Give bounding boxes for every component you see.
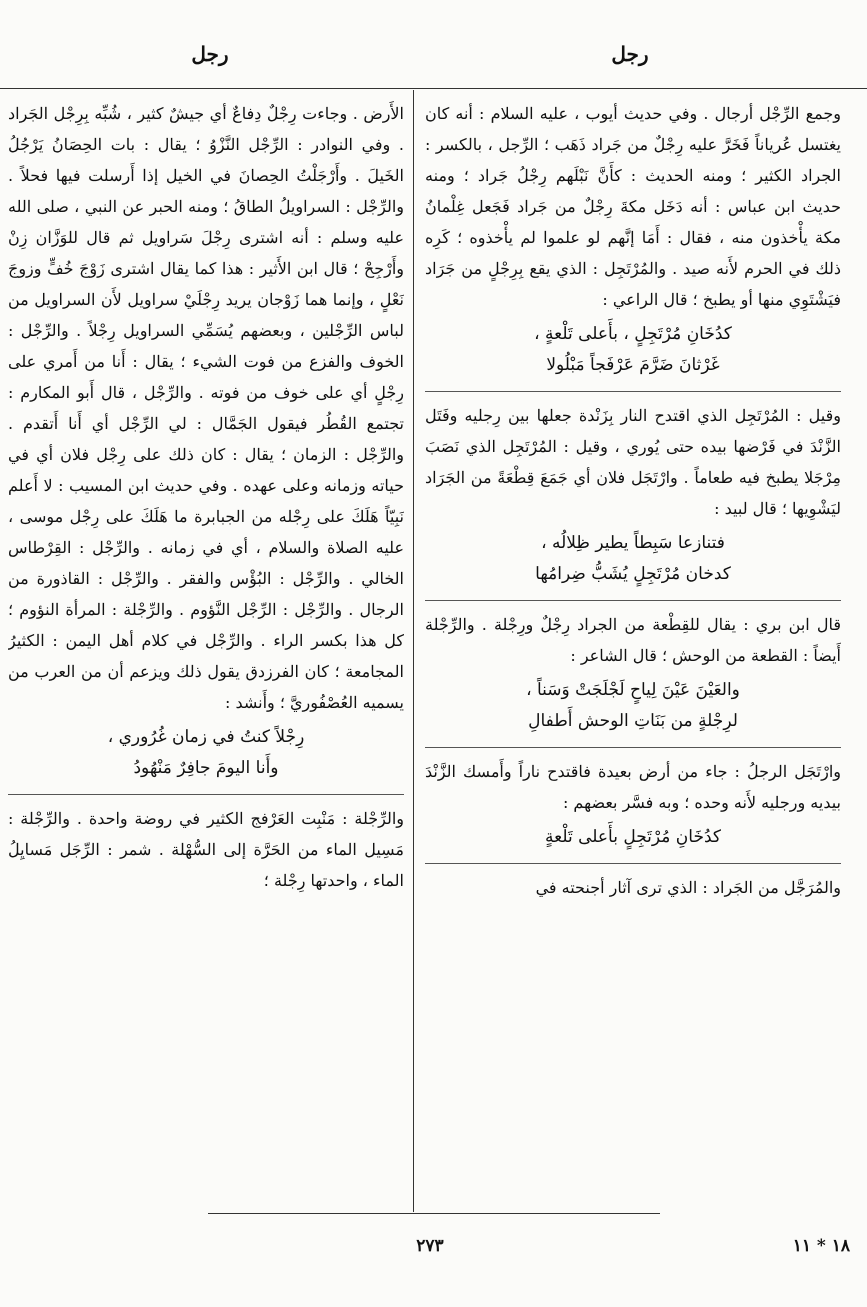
header-rule xyxy=(0,88,867,89)
right-verse-2-line-2: كدخان مُرْتَجِلٍ يُشَبُّ ضِرامُها xyxy=(535,564,731,584)
page-number: ٢٧٣ xyxy=(416,1236,444,1256)
right-paragraph-3: قال ابن بري : يقال للقِطْعة من الجراد رِجْلٌ ورِجْلة . والرِّجْلة أَيضاً : القطعة من الوحش ؛ قال الشاعر : xyxy=(425,615,841,665)
page-footer xyxy=(0,1236,867,1266)
right-verse-4-line-1: كدُخَانِ مُرْتَجِلٍ بأَعلى تَلْعةٍ xyxy=(545,827,721,847)
left-verse-1-line-2: وأَنا اليومَ جافِرٌ مَنْهُودُ xyxy=(133,758,279,778)
right-verse-1-line-2: غَرْثانَ ضَرَّمَ عَرْفَجاً مَبْلُولا xyxy=(546,355,720,375)
right-verse-2 xyxy=(425,528,841,601)
right-verse-2-line-1: فتنازعا سَبِطاً يطير ظِلالُه ، xyxy=(541,533,725,553)
page-header xyxy=(0,42,867,76)
right-verse-1 xyxy=(425,319,841,392)
right-verse-1-line-1: كدُخَانِ مُرْتَجِلٍ ، بأَعلى تَلْعةٍ ، xyxy=(534,324,732,344)
right-paragraph-4: وارْتَجَل الرجلُ : جاء من أرض بعيدة فاقتدح ناراً وأَمسك الزَّنْدَ بيديه ورجليه لأَنه وحده ؛ وبه فسَّر بعضهم : xyxy=(425,762,841,812)
right-column xyxy=(425,98,841,1210)
right-paragraph-5: والمُرَجَّل من الجَراد : الذي ترى آثار أجنحته في xyxy=(535,878,841,897)
right-verse-3-line-2: لرِجْلةٍ من بَنَاتِ الوحش أَطفالِ xyxy=(528,711,738,731)
right-paragraph-1: وجمع الرِّجْل أرجال . وفي حديث أيوب ، عليه السلام : أنه كان يغتسل عُرياناً فَخَرَّ عليه رِجْلٌ من جَراد ذَهَب ؛ الرِّجل ، بالكسر : الجراد الكثير ؛ ومنه الحديث : كأَنَّ نَبْلَهم رِجْلُ جَراد ؛ ومنه حديث ابن عباس : أنه دَخَل مكةَ رِجْلٌ من جَراد فَجَعل غِلْمانُ مكة يأْخذون منه ، فقال : أَمَا إنَّهم لو علموا لم يأْخذوه ؛ كَرِه ذلك في الحرم لأَنه صيد . والمُرْتَجِل : الذي يقع بِرِجْلٍ من جَرَاد فيَشْتَوِي منها أو يطبخ ؛ قال الراعي : xyxy=(425,104,841,309)
left-verse-1-line-1: رِجْلاً كنتُ في زمان غُرُوري ، xyxy=(107,727,305,747)
right-verse-4 xyxy=(425,822,841,864)
column-divider xyxy=(413,90,414,1212)
header-keyword-right: رجل xyxy=(611,42,649,66)
signature-mark: ١٨ * ١١ xyxy=(792,1236,850,1256)
right-verse-3-line-1: والعَيْنَ عَيْنَ لِياحٍ لَجْلَجَتْ وَسَناً ، xyxy=(526,680,740,700)
right-verse-3 xyxy=(425,675,841,748)
right-paragraph-2: وقيل : المُرْتَجِل الذي اقتدح النار بِزَنْدة جعلها بين رِجليه وفَتَل الزَّنْدَ في فَرْضها بيده حتى يُوري ، وقيل : المُرْتَجِل الذي نَصَبَ مِرْجَلا يطبخ فيه طعاماً . وارْتَجَل فلان أي جَمَعَ قِطْعَةً من الجَرَاد ليَشْوِيها ؛ قال لبيد : xyxy=(425,406,841,518)
left-paragraph-2: والرِّجْلة : مَنْبِت العَرْفج الكثير في روضة واحدة . والرِّجْلة : مَسِيل الماء من الحَرَّة إلى السُّهْلة . شمر : الرِّجَل مَسايِلُ الماء ، واحدتها رِجْلة ؛ xyxy=(8,809,404,890)
left-verse-1 xyxy=(8,722,404,795)
left-paragraph-1: الأَرض . وجاءت رِجْلٌ دِفاعٌ أي جيشٌ كثير ، شُبِّه بِرِجْل الجَراد . وفي النوادر : الرِّجْل النَّزْوُ ؛ يقال : بات الحِصَانُ يَرْجُلُ الخَيلَ . وأَرْجَلْتُ الحِصانَ في الخيل إذا أَرسلت فيها فحلاً . والرِّجْل : السراويلُ الطاقُ ؛ ومنه الحبر عن النبي ، صلى الله عليه وسلم : أنه اشترى رِجْلَ سَراويل ثم قال للوَزَّان زِنْ وأَرْجِحْ ؛ قال ابن الأَثير : هذا كما يقال اشترى زَوْجَ خُفٍّ وزوجَ نَعْلٍ ، وإنما هما زَوْجان يريد رِجْلَيْ سراويل لأَن السراويل من لباس الرِّجْلين ، وبعضهم يُسَمِّي السراويل رِجْلاً . والرِّجْل : الخوف والفزع من فوت الشيء ؛ يقال : أَنا من أَمري على رِجْلٍ أي على خوف من فوته . والرِّجْل ، قال أَبو المكارم : تجتمع القُطُر فيقول الجَمَّال : لي الرِّجْل أي أَنا أَتقدم . والرِّجْل : الزمان ؛ يقال : كان ذلك على رِجْل فلان أي في حياته وزمانه وعلى عهده . وفي حديث ابن المسيب : لا أَعلم نَبِيّاً هَلَكَ على رِجْله من الجبابرة ما هَلَكَ على رِجْل موسى ، عليه الصلاة والسلام ، أي في زمانه . والرِّجْل : القِرْطاس الخالي . والرِّجْل : البُؤْس والفقر . والرِّجْل : القاذورة من الرجال . والرِّجْل : الرِّجْل النَّؤوم . والرِّجْلة : المرأة النؤوم ؛ كل هذا بكسر الراء . والرِّجْل في كلام أهل اليمن : الكثيرُ المجامعة ؛ كان الفرزدق يقول ذلك ويزعم أن من العرب من يسميه العُصْفُوريَّ ؛ وأَنشد : xyxy=(8,104,404,712)
footer-rule xyxy=(208,1213,660,1214)
left-column xyxy=(8,98,404,1210)
header-keyword-left: رجل xyxy=(191,42,229,66)
